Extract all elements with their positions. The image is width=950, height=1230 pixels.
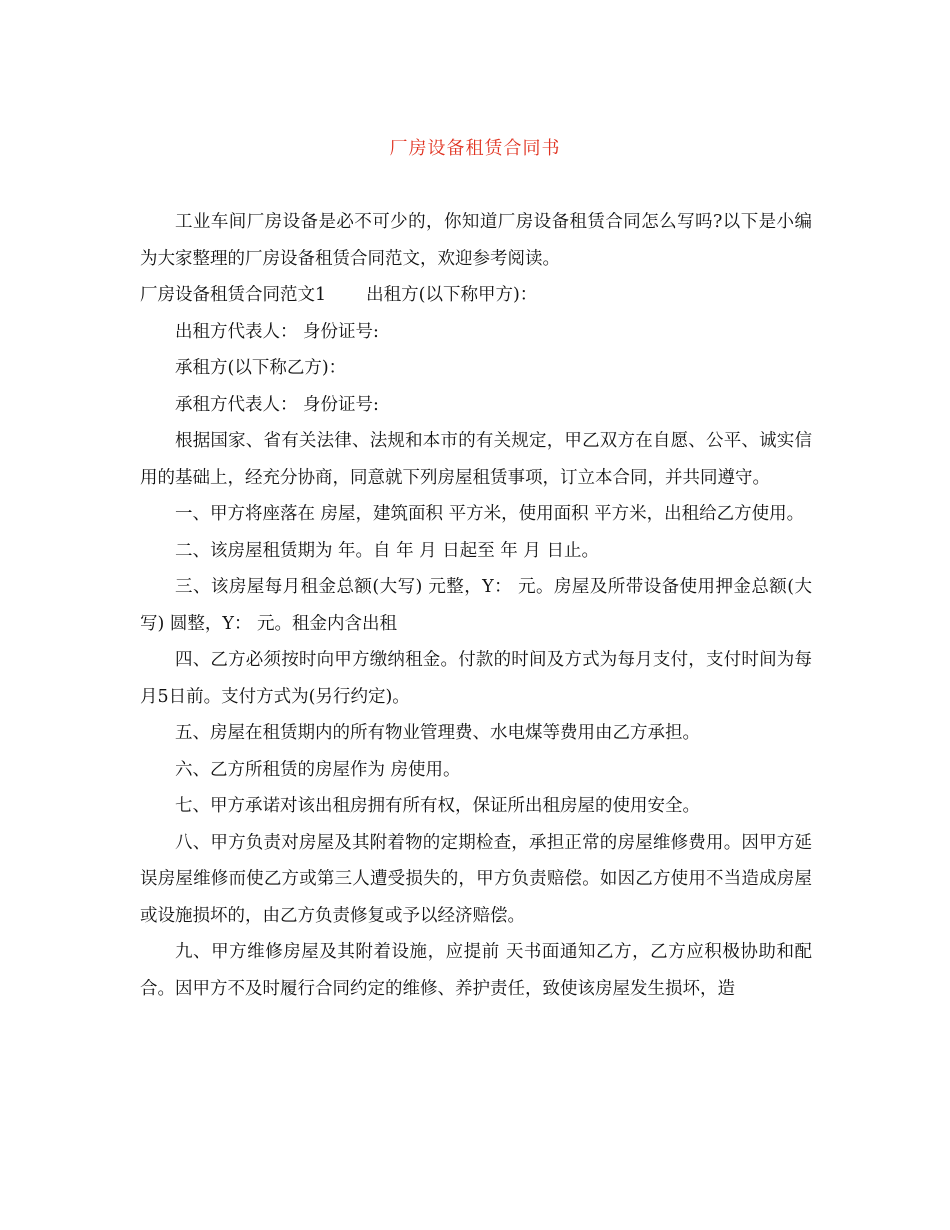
sample-heading-line [140,277,812,314]
clause-2: 二、该房屋租赁期为 年。自 年 月 日起至 年 月 日止。 [175,540,599,561]
lessee-representative: 承租方代表人： 身份证号: [175,394,379,415]
sample-heading: 厂房设备租赁合同范文1 [140,285,327,305]
intro-paragraph: 工业车间厂房设备是必不可少的，你知道厂房设备租赁合同怎么写吗?以下是小编为大家整理的厂房设备租赁合同范文，欢迎参考阅读。 [140,212,812,269]
clause-3: 三、该房屋每月租金总额(大写) 元整，Y： 元。房屋及所带设备使用押金总额(大写) 圆整，Y： 元。租金内含出租 [140,577,812,634]
preamble-paragraph: 根据国家、省有关法律、法规和本市的有关规定，甲乙双方在自愿、公平、诚实信用的基础上，经充分协商，同意就下列房屋租赁事项，订立本合同，并共同遵守。 [140,431,812,488]
clause-8: 八、甲方负责对房屋及其附着物的定期检查，承担正常的房屋维修费用。因甲方延误房屋维修而使乙方或第三人遭受损失的，甲方负责赔偿。如因乙方使用不当造成房屋或设施损坏的，由乙方负责修复或予以经济赔偿。 [140,832,812,926]
document-body [140,204,812,1007]
lessee-line: 承租方(以下称乙方)： [175,358,347,378]
clause-7: 七、甲方承诺对该出租房拥有所有权，保证所出租房屋的使用安全。 [175,796,700,816]
clause-1: 一、甲方将座落在 房屋，建筑面积 平方米，使用面积 平方米，出租给乙方使用。 [175,504,805,524]
clause-4: 四、乙方必须按时向甲方缴纳租金。付款的时间及方式为每月支付，支付时间为每月5日前。支付方式为(另行约定)。 [140,650,812,707]
lessor-line: 出租方(以下称甲方)： [366,285,538,305]
clause-5: 五、房屋在租赁期内的所有物业管理费、水电煤等费用由乙方承担。 [175,723,700,743]
clause-6: 六、乙方所租赁的房屋作为 房使用。 [175,759,461,780]
clause-9: 九、甲方维修房屋及其附着设施，应提前 天书面通知乙方，乙方应积极协助和配合。因甲方不及时履行合同约定的维修、养护责任，致使该房屋发生损坏，造 [140,942,812,999]
document-title: 厂房设备租赁合同书 [389,138,561,159]
lessor-representative: 出租方代表人： 身份证号: [175,321,379,342]
